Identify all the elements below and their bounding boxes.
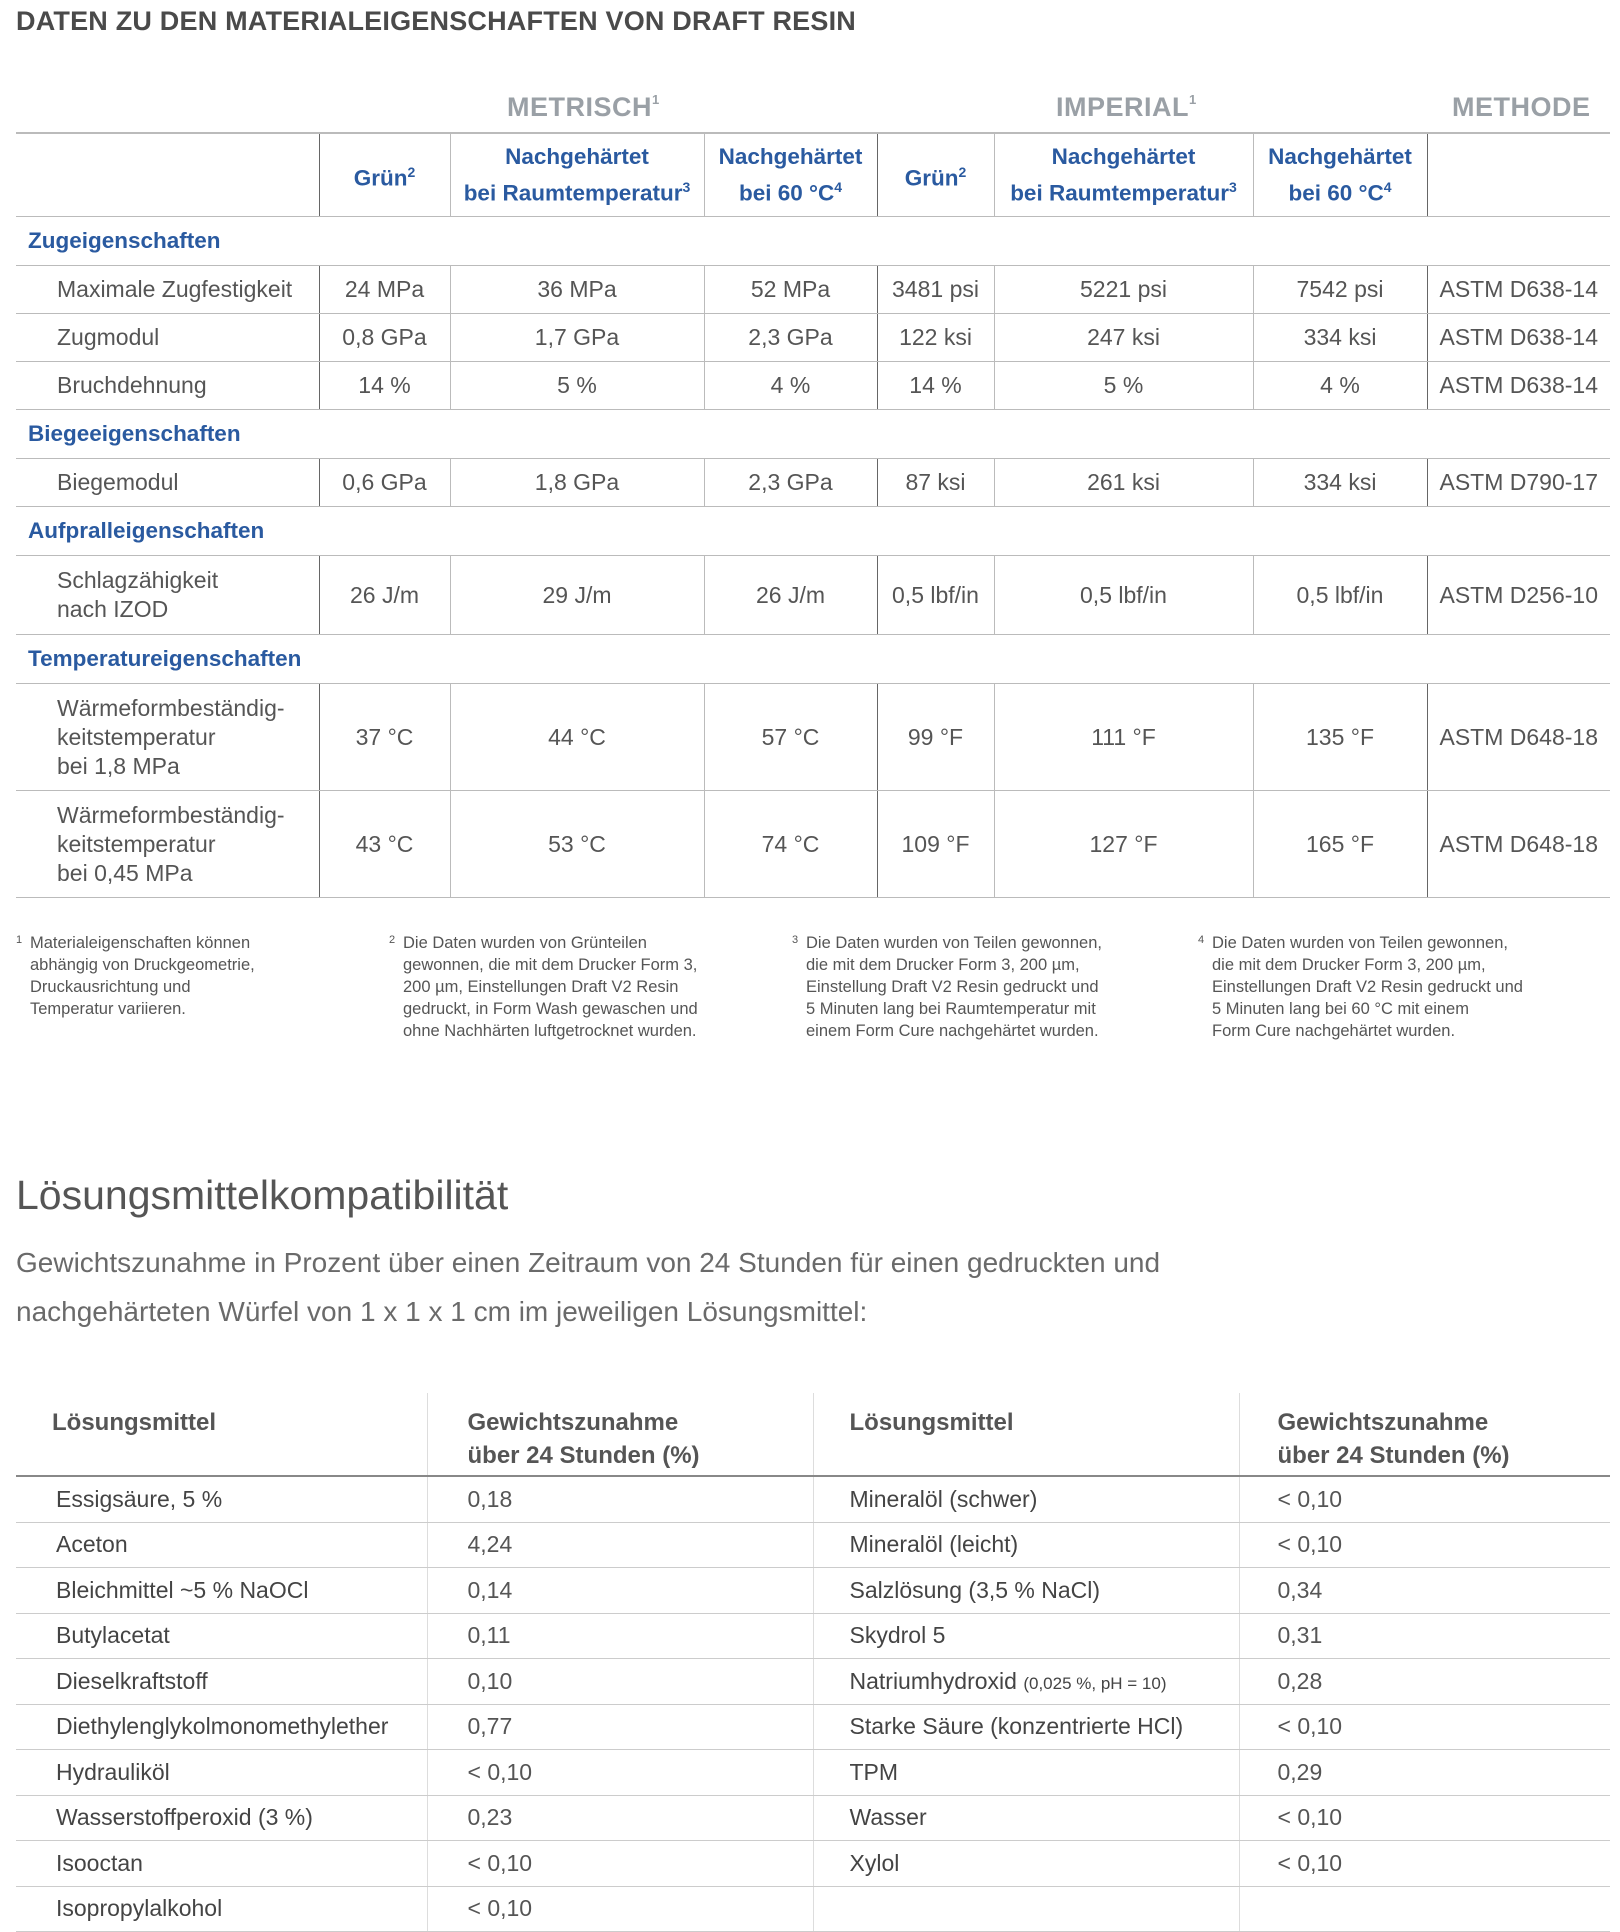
value-cell: 37 °C [319,684,450,791]
weight-gain-value: < 0,10 [1239,1522,1610,1568]
solvent-name: Dieselkraftstoff [16,1659,427,1705]
value-cell: 29 J/m [450,556,704,635]
value-cell: 87 ksi [877,459,994,507]
group-metric: METRISCH$^1$ [507,92,660,122]
value-cell: 1,7 GPa [450,314,704,362]
method-cell: ASTM D648-18 [1427,791,1610,898]
weight-gain-value: < 0,10 [427,1886,813,1932]
col-method [1427,133,1610,217]
weight-gain-value: 0,14 [427,1568,813,1614]
weight-gain-value: 0,29 [1239,1750,1610,1796]
solvent-name: Hydrauliköl [16,1750,427,1796]
solvent-name: Mineralöl (leicht) [813,1522,1239,1568]
property-label: Biegemodul [16,459,319,507]
method-cell: ASTM D790-17 [1427,459,1610,507]
section-title: Zugeigenschaften [16,217,1610,266]
col-rt-imperial: Nachgehärtet bei Raumtemperatur$^3$ [994,133,1253,217]
weight-gain-value: < 0,10 [1239,1795,1610,1841]
table-row [16,1841,1610,1887]
weight-gain-value: 0,34 [1239,1568,1610,1614]
col-green-metric: Grün$^2$ [319,133,450,217]
table-row [16,556,1610,635]
value-cell: 4 % [1253,362,1427,410]
value-cell: 127 °F [994,791,1253,898]
solvent-name: Bleichmittel ~5 % NaOCl [16,1568,427,1614]
weight-gain-value: 0,18 [427,1476,813,1522]
solvent-section-subtitle: Gewichtszunahme in Prozent über einen Zeitraum von 24 Stunden für einen gedruckten und nachgehärteten Würfel von 1 x 1 x 1 cm im jeweiligen Lösungsmittel: [16,1247,1161,1327]
weight-gain-value: < 0,10 [1239,1476,1610,1522]
property-label: Maximale Zugfestigkeit [16,266,319,314]
solvent-name: Wasserstoffperoxid (3 %) [16,1795,427,1841]
method-cell: ASTM D648-18 [1427,684,1610,791]
solvent-name: Wasser [813,1795,1239,1841]
table-row [16,1522,1610,1568]
value-cell: 0,5 lbf/in [877,556,994,635]
material-properties-table [16,132,1610,898]
col-gain-right: Gewichtszunahme über 24 Stunden (%) [1239,1393,1610,1476]
value-cell: 24 MPa [319,266,450,314]
col-60c-metric: Nachgehärtet bei 60 $^\circ C^4$ [704,133,877,217]
weight-gain-value: 0,11 [427,1613,813,1659]
weight-gain-value: 0,28 [1239,1659,1610,1705]
property-label: Bruchdehnung [16,362,319,410]
value-cell: 14 % [319,362,450,410]
value-cell: 0,8 GPa [319,314,450,362]
value-cell: 5 % [450,362,704,410]
value-cell: 99 °F [877,684,994,791]
value-cell: 36 MPa [450,266,704,314]
section-header [16,410,1610,459]
table-row [16,362,1610,410]
table-row [16,1659,1610,1705]
group-imperial: IMPERIAL$^1$ [1056,92,1197,122]
value-cell: 3481 psi [877,266,994,314]
table-row [16,1886,1610,1932]
value-cell: 2,3 GPa [704,459,877,507]
value-cell: 334 ksi [1253,314,1427,362]
empty-cell [813,1886,1239,1932]
solvent-name: Xylol [813,1841,1239,1887]
value-cell: 165 °F [1253,791,1427,898]
table-row [16,1568,1610,1614]
solvent-name: Skydrol 5 [813,1613,1239,1659]
weight-gain-value: 0,10 [427,1659,813,1705]
solvent-section-title: Lösungsmittelkompatibilität [16,1172,509,1218]
solvent-compatibility-table [16,1393,1610,1932]
value-cell: 44 °C [450,684,704,791]
weight-gain-value: 4,24 [427,1522,813,1568]
value-cell: 334 ksi [1253,459,1427,507]
value-cell: 5 % [994,362,1253,410]
table-row [16,684,1610,791]
weight-gain-value: 0,23 [427,1795,813,1841]
property-label: Wärmeformbeständig- keitstemperatur bei 1,8 MPa [16,684,319,791]
table-row [16,314,1610,362]
weight-gain-value: < 0,10 [1239,1704,1610,1750]
value-cell: 7542 psi [1253,266,1427,314]
page-title: DATEN ZU DEN MATERIALEIGENSCHAFTEN VON DRAFT RESIN [16,6,856,36]
solvent-name: Butylacetat [16,1613,427,1659]
value-cell: 0,5 lbf/in [994,556,1253,635]
value-cell: 0,6 GPa [319,459,450,507]
section-title: Aufpralleigenschaften [16,507,1610,556]
col-rt-metric: Nachgehärtet bei Raumtemperatur$^3$ [450,133,704,217]
table-row [16,459,1610,507]
value-cell: 52 MPa [704,266,877,314]
table-row [16,791,1610,898]
table-row [16,1750,1610,1796]
section-header [16,635,1610,684]
solvent-name: Isooctan [16,1841,427,1887]
weight-gain-value: 0,31 [1239,1613,1610,1659]
table-row [16,1476,1610,1522]
value-cell: 135 °F [1253,684,1427,791]
footnote-4: 4 Die Daten wurden von Teilen gewonnen, die mit dem Drucker Form 3, 200 µm, Einstellungen Draft V2 Resin gedruckt und 5 Minuten lang bei 60 °C mit einem Form Cure nachgehärtet wurden. [1198,934,1523,1040]
value-cell: 5221 psi [994,266,1253,314]
section-header [16,507,1610,556]
value-cell: 74 °C [704,791,877,898]
empty-cell [1239,1886,1610,1932]
weight-gain-value: < 0,10 [427,1750,813,1796]
method-cell: ASTM D256-10 [1427,556,1610,635]
col-solvent-right: Lösungsmittel [813,1393,1239,1476]
section-title: Biegeeigenschaften [16,410,1610,459]
table-row [16,266,1610,314]
solvent-name: Isopropylalkohol [16,1886,427,1932]
footnote-3: 3 Die Daten wurden von Teilen gewonnen, die mit dem Drucker Form 3, 200 µm, Einstellung Draft V2 Resin gedruckt und 5 Minuten lang bei Raumtemperatur mit einem Form Cure nachgehärtet wurden. [792,934,1102,1040]
table-row [16,1704,1610,1750]
value-cell: 247 ksi [994,314,1253,362]
property-label: Zugmodul [16,314,319,362]
table-row [16,1613,1610,1659]
value-cell: 261 ksi [994,459,1253,507]
weight-gain-value: 0,77 [427,1704,813,1750]
section-header [16,217,1610,266]
property-label: Wärmeformbeständig- keitstemperatur bei 0,45 MPa [16,791,319,898]
solvent-name: Salzlösung (3,5 % NaCl) [813,1568,1239,1614]
property-label: Schlagzähigkeit nach IZOD [16,556,319,635]
col-green-imperial: Grün$^2$ [877,133,994,217]
value-cell: 4 % [704,362,877,410]
value-cell: 26 J/m [319,556,450,635]
value-cell: 53 °C [450,791,704,898]
value-cell: 43 °C [319,791,450,898]
method-cell: ASTM D638-14 [1427,266,1610,314]
value-cell: 57 °C [704,684,877,791]
table-row [16,1795,1610,1841]
col-solvent-left: Lösungsmittel [16,1393,427,1476]
footnote-2: 2 Die Daten wurden von Grünteilen gewonnen, die mit dem Drucker Form 3, 200 µm, Einstellungen Draft V2 Resin gedruckt, in Form Wash gewaschen und ohne Nachhärten luftgetrocknet wurden. [389,934,698,1040]
value-cell: 122 ksi [877,314,994,362]
column-header-row [16,133,1610,217]
solvent-header-row [16,1393,1610,1476]
solvent-note: (0,025 %, pH = 10) [1023,1673,1167,1693]
value-cell: 2,3 GPa [704,314,877,362]
method-cell: ASTM D638-14 [1427,362,1610,410]
col-gain-left: Gewichtszunahme über 24 Stunden (%) [427,1393,813,1476]
value-cell: 0,5 lbf/in [1253,556,1427,635]
col-60c-imperial: Nachgehärtet bei 60 $^\circ C^4$ [1253,133,1427,217]
value-cell: 111 °F [994,684,1253,791]
solvent-name: Mineralöl (schwer) [813,1476,1239,1522]
section-title: Temperatureigenschaften [16,635,1610,684]
value-cell: 1,8 GPa [450,459,704,507]
solvent-name: Natriumhydroxid (0,025 %, pH = 10) [813,1659,1239,1705]
group-method: METHODE [1452,92,1591,122]
weight-gain-value: < 0,10 [427,1841,813,1887]
weight-gain-value: < 0,10 [1239,1841,1610,1887]
solvent-name: Starke Säure (konzentrierte HCl) [813,1704,1239,1750]
solvent-name: Essigsäure, 5 % [16,1476,427,1522]
solvent-name: Aceton [16,1522,427,1568]
method-cell: ASTM D638-14 [1427,314,1610,362]
value-cell: 14 % [877,362,994,410]
solvent-name: Diethylenglykolmonomethylether [16,1704,427,1750]
footnote-1: 1 Materialeigenschaften können abhängig von Druckgeometrie, Druckausrichtung und Temperatur variieren. [16,934,255,1018]
value-cell: 26 J/m [704,556,877,635]
solvent-name: TPM [813,1750,1239,1796]
value-cell: 109 °F [877,791,994,898]
